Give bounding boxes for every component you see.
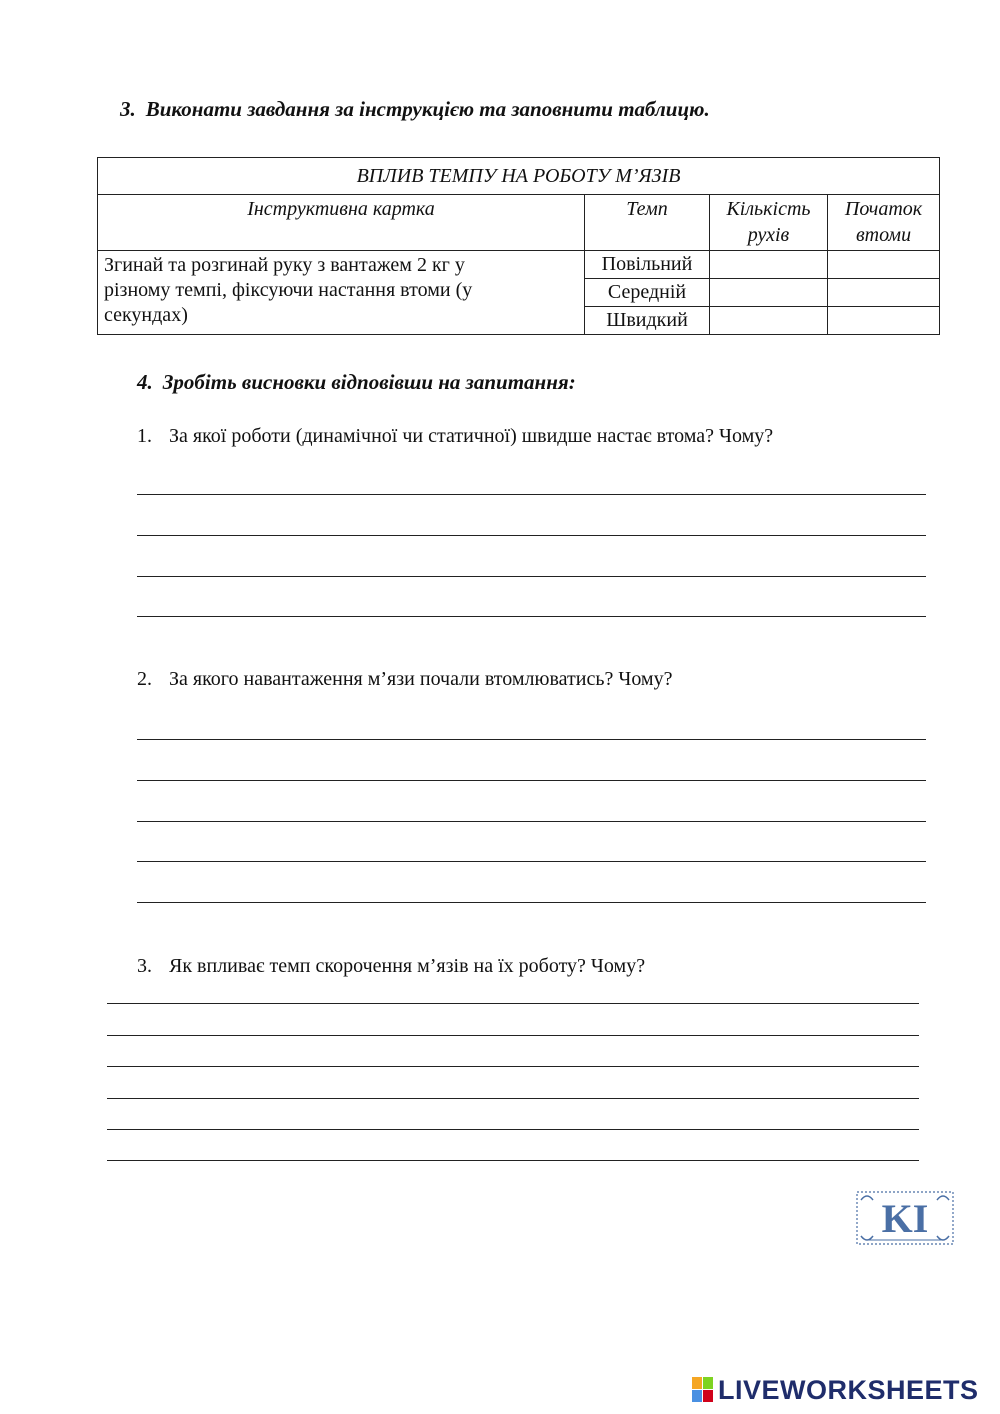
- liveworksheets-brand: [692, 1375, 979, 1405]
- task3-heading-text: Виконати завдання за інструкцією та заповнити таблицю.: [145, 97, 710, 121]
- answer-line[interactable]: [137, 494, 926, 495]
- header-count-line2: рухів: [747, 224, 790, 246]
- question-text: Як впливає темп скорочення м’язів на їх роботу? Чому?: [169, 955, 646, 977]
- question-number: 2.: [137, 668, 152, 690]
- answer-line[interactable]: [107, 1160, 919, 1161]
- tempo-slow: Повільний: [585, 251, 710, 279]
- instruction-line: Згинай та розгинай руку з вантажем 2 кг у: [104, 254, 465, 276]
- answer-line[interactable]: [107, 1035, 919, 1036]
- header-count-line1: Кількість: [726, 198, 811, 220]
- question-number: 1.: [137, 425, 152, 447]
- fatigue-fast-cell[interactable]: [828, 307, 940, 335]
- task3-number: 3.: [120, 97, 136, 121]
- answer-line[interactable]: [137, 902, 926, 903]
- header-tempo: Темп: [585, 195, 710, 251]
- task4-number: 4.: [137, 370, 153, 394]
- answer-line[interactable]: [137, 780, 926, 781]
- liveworksheets-icon: [692, 1377, 714, 1403]
- question-number: 3.: [137, 955, 152, 977]
- question-2: [137, 668, 672, 691]
- instruction-line: різному темпі, фіксуючи настання втоми (у: [104, 279, 473, 301]
- answer-line[interactable]: [137, 576, 926, 577]
- count-slow-cell[interactable]: [710, 251, 828, 279]
- ki-logo: [855, 1190, 955, 1246]
- answer-line[interactable]: [107, 1098, 919, 1099]
- fatigue-slow-cell[interactable]: [828, 251, 940, 279]
- tempo-table: [97, 157, 940, 335]
- question-1: [137, 425, 773, 448]
- count-fast-cell[interactable]: [710, 307, 828, 335]
- header-fatigue-line1: Початок: [844, 198, 923, 220]
- header-fatigue-line2: втоми: [855, 224, 912, 246]
- header-movement-count: [710, 195, 828, 251]
- task4-heading-text: Зробіть висновки відповівши на запитання:: [162, 370, 576, 394]
- task3-heading: [120, 97, 710, 122]
- answer-line[interactable]: [137, 616, 926, 617]
- answer-line[interactable]: [137, 821, 926, 822]
- instruction-text: [98, 251, 585, 335]
- instruction-line: секундах): [104, 304, 188, 326]
- question-text: За якого навантаження м’язи почали втомлюватись? Чому?: [169, 668, 673, 690]
- task4-heading: [137, 370, 576, 395]
- tempo-medium: Середній: [585, 279, 710, 307]
- answer-line[interactable]: [137, 739, 926, 740]
- table-title: ВПЛИВ ТЕМПУ НА РОБОТУ М’ЯЗІВ: [98, 158, 940, 195]
- question-text: За якої роботи (динамічної чи статичної) швидше настає втома? Чому?: [169, 425, 774, 447]
- answer-line[interactable]: [137, 861, 926, 862]
- header-fatigue-onset: [828, 195, 940, 251]
- logo-text: KI: [881, 1196, 929, 1241]
- header-instruction: Інструктивна картка: [98, 195, 585, 251]
- question-3: [137, 955, 645, 978]
- answer-line[interactable]: [107, 1129, 919, 1130]
- answer-line[interactable]: [107, 1066, 919, 1067]
- tempo-fast: Швидкий: [585, 307, 710, 335]
- answer-line[interactable]: [137, 535, 926, 536]
- count-medium-cell[interactable]: [710, 279, 828, 307]
- fatigue-medium-cell[interactable]: [828, 279, 940, 307]
- answer-line[interactable]: [107, 1003, 919, 1004]
- brand-name: LIVEWORKSHEETS: [718, 1374, 979, 1405]
